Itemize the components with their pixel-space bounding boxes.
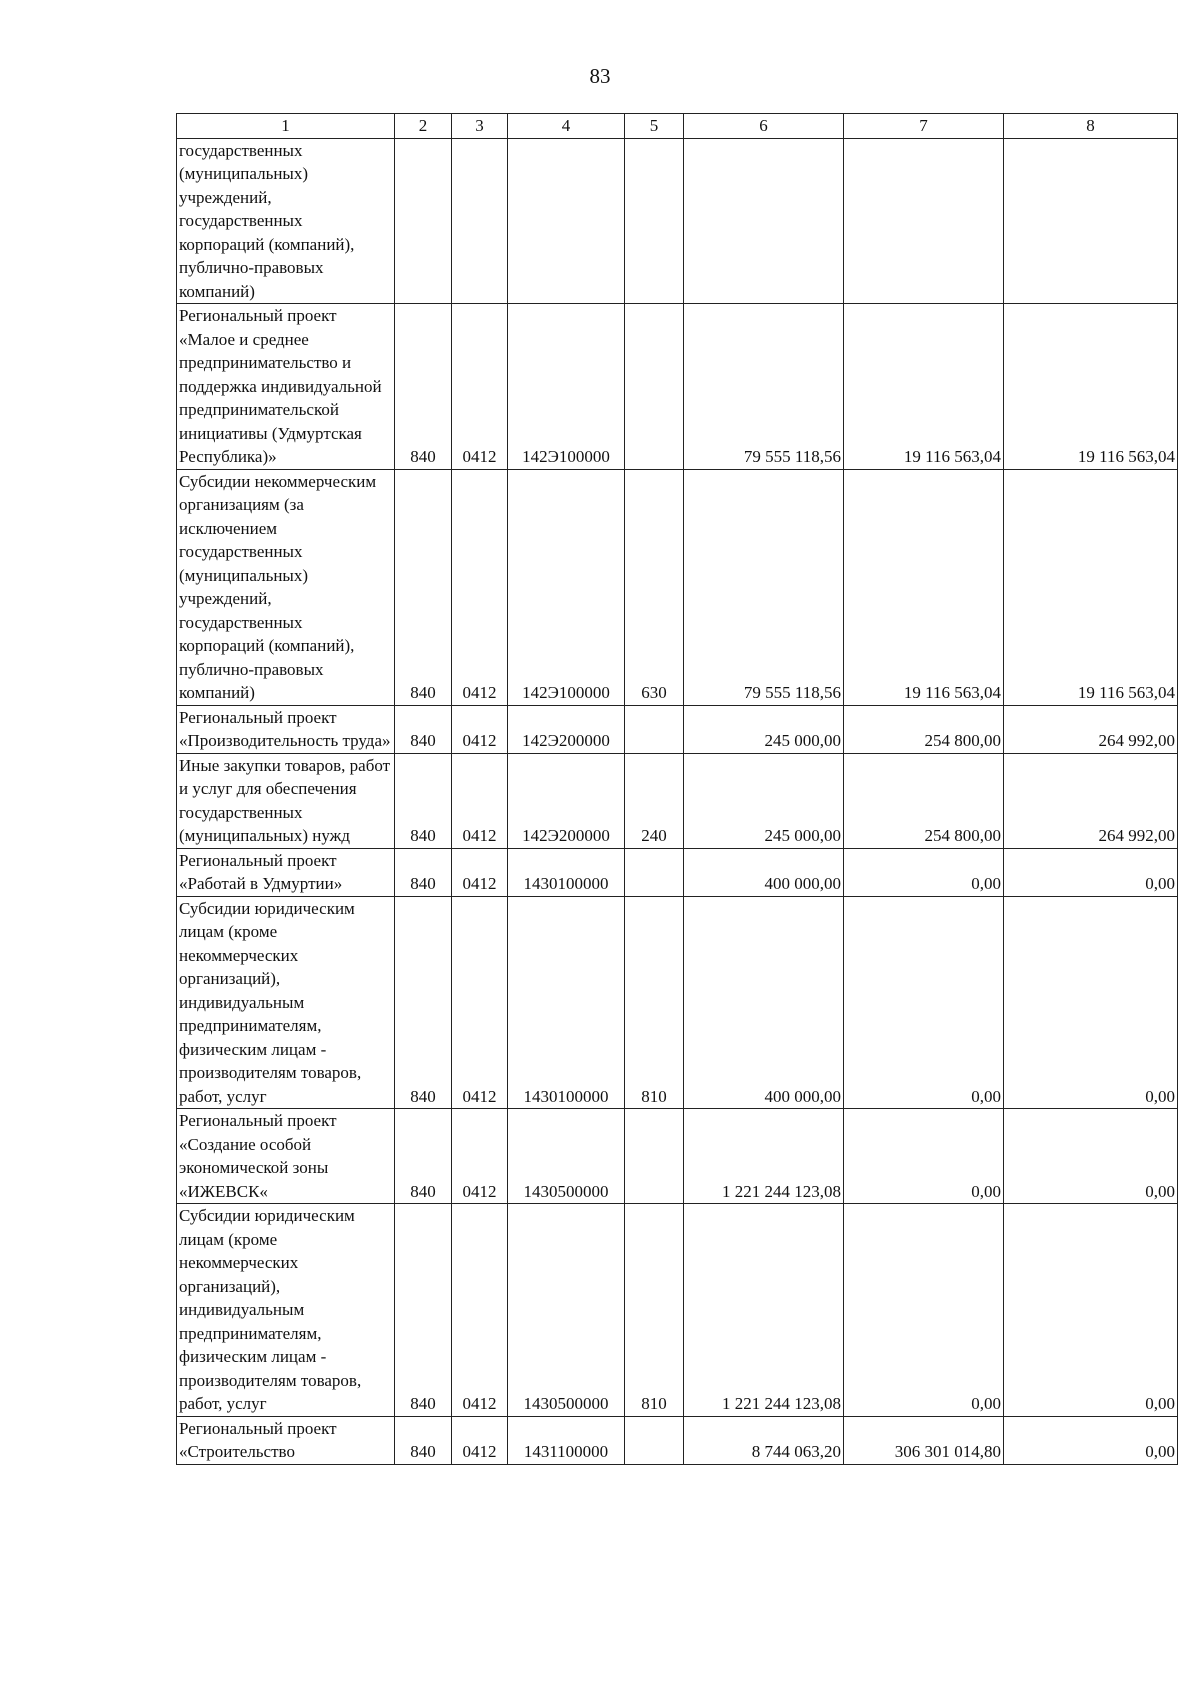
line-item-name: Региональный проект «Малое и среднее предпринимательство и поддержка индивидуальной предпринимательской инициативы (Удмуртская Республика)» (177, 304, 395, 470)
ministry-code: 840 (395, 1416, 452, 1464)
line-item-name: Региональный проект «Создание особой экономической зоны «ИЖЕВСК« (177, 1109, 395, 1204)
column-header: 7 (844, 114, 1004, 139)
target-article-code: 1431100000 (508, 1416, 625, 1464)
column-header: 4 (508, 114, 625, 139)
target-article-code: 142Э200000 (508, 705, 625, 753)
line-item-name: Иные закупки товаров, работ и услуг для обеспечения государственных (муниципальных) нужд (177, 753, 395, 848)
ministry-code: 840 (395, 896, 452, 1109)
table-row (177, 304, 1178, 470)
amount-col-6: 245 000,00 (684, 705, 844, 753)
target-article-code: 1430500000 (508, 1109, 625, 1204)
page-number: 83 (589, 64, 611, 88)
amount-col-6: 1 221 244 123,08 (684, 1109, 844, 1204)
column-header: 6 (684, 114, 844, 139)
expense-type-code (625, 848, 684, 896)
amount-col-8: 19 116 563,04 (1004, 469, 1178, 705)
amount-col-6: 245 000,00 (684, 753, 844, 848)
column-header: 2 (395, 114, 452, 139)
ministry-code: 840 (395, 848, 452, 896)
expense-type-code: 810 (625, 1204, 684, 1417)
column-header: 5 (625, 114, 684, 139)
amount-col-7: 0,00 (844, 896, 1004, 1109)
line-item-name: Региональный проект «Работай в Удмуртии» (177, 848, 395, 896)
amount-col-8: 0,00 (1004, 1416, 1178, 1464)
table-row (177, 138, 1178, 304)
amount-col-8: 264 992,00 (1004, 705, 1178, 753)
section-code: 0412 (452, 1109, 508, 1204)
column-header: 8 (1004, 114, 1178, 139)
expense-type-code: 810 (625, 896, 684, 1109)
ministry-code: 840 (395, 469, 452, 705)
column-header: 3 (452, 114, 508, 139)
expense-type-code (625, 705, 684, 753)
section-code: 0412 (452, 705, 508, 753)
column-header: 1 (177, 114, 395, 139)
line-item-name: Субсидии некоммерческим организациям (за исключением государственных (муниципальных) учреждений, государственных корпораций (компаний), публично-правовых компаний) (177, 469, 395, 705)
line-item-name: Региональный проект «Строительство (177, 1416, 395, 1464)
section-code: 0412 (452, 896, 508, 1109)
header-row (177, 114, 1178, 139)
table-row (177, 469, 1178, 705)
line-item-name: Субсидии юридическим лицам (кроме некоммерческих организаций), индивидуальным предпринимателям, физическим лицам - производителям товаров, работ, услуг (177, 896, 395, 1109)
amount-col-8: 19 116 563,04 (1004, 304, 1178, 470)
table-row (177, 1109, 1178, 1204)
budget-table (176, 113, 1178, 1465)
section-code: 0412 (452, 1204, 508, 1417)
amount-col-7: 19 116 563,04 (844, 304, 1004, 470)
amount-col-6: 79 555 118,56 (684, 469, 844, 705)
amount-col-7: 19 116 563,04 (844, 469, 1004, 705)
amount-col-7: 306 301 014,80 (844, 1416, 1004, 1464)
ministry-code: 840 (395, 705, 452, 753)
expense-type-code (625, 138, 684, 304)
target-article-code: 142Э200000 (508, 753, 625, 848)
amount-col-6 (684, 138, 844, 304)
target-article-code: 1430100000 (508, 896, 625, 1109)
section-code (452, 138, 508, 304)
target-article-code (508, 138, 625, 304)
line-item-name: государственных (муниципальных) учреждений, государственных корпораций (компаний), публично-правовых компаний) (177, 138, 395, 304)
section-code: 0412 (452, 469, 508, 705)
target-article-code: 1430500000 (508, 1204, 625, 1417)
amount-col-7 (844, 138, 1004, 304)
amount-col-6: 400 000,00 (684, 848, 844, 896)
ministry-code (395, 138, 452, 304)
ministry-code: 840 (395, 304, 452, 470)
amount-col-6: 79 555 118,56 (684, 304, 844, 470)
table-row (177, 1416, 1178, 1464)
target-article-code: 1430100000 (508, 848, 625, 896)
section-code: 0412 (452, 1416, 508, 1464)
section-code: 0412 (452, 848, 508, 896)
amount-col-8: 0,00 (1004, 1109, 1178, 1204)
amount-col-8 (1004, 138, 1178, 304)
amount-col-8: 0,00 (1004, 896, 1178, 1109)
amount-col-6: 1 221 244 123,08 (684, 1204, 844, 1417)
amount-col-8: 0,00 (1004, 1204, 1178, 1417)
target-article-code: 142Э100000 (508, 469, 625, 705)
line-item-name: Субсидии юридическим лицам (кроме некоммерческих организаций), индивидуальным предпринимателям, физическим лицам - производителям товаров, работ, услуг (177, 1204, 395, 1417)
table-body (177, 138, 1178, 1464)
section-code: 0412 (452, 304, 508, 470)
expense-type-code: 630 (625, 469, 684, 705)
amount-col-6: 400 000,00 (684, 896, 844, 1109)
expense-type-code (625, 1416, 684, 1464)
target-article-code: 142Э100000 (508, 304, 625, 470)
table-row (177, 848, 1178, 896)
ministry-code: 840 (395, 1204, 452, 1417)
table-row (177, 705, 1178, 753)
expense-type-code: 240 (625, 753, 684, 848)
amount-col-7: 0,00 (844, 1204, 1004, 1417)
amount-col-6: 8 744 063,20 (684, 1416, 844, 1464)
table-row (177, 1204, 1178, 1417)
ministry-code: 840 (395, 1109, 452, 1204)
amount-col-7: 254 800,00 (844, 753, 1004, 848)
table-row (177, 896, 1178, 1109)
expense-type-code (625, 304, 684, 470)
table-row (177, 753, 1178, 848)
line-item-name: Региональный проект «Производительность труда» (177, 705, 395, 753)
amount-col-8: 0,00 (1004, 848, 1178, 896)
amount-col-8: 264 992,00 (1004, 753, 1178, 848)
amount-col-7: 254 800,00 (844, 705, 1004, 753)
ministry-code: 840 (395, 753, 452, 848)
amount-col-7: 0,00 (844, 848, 1004, 896)
expense-type-code (625, 1109, 684, 1204)
section-code: 0412 (452, 753, 508, 848)
amount-col-7: 0,00 (844, 1109, 1004, 1204)
